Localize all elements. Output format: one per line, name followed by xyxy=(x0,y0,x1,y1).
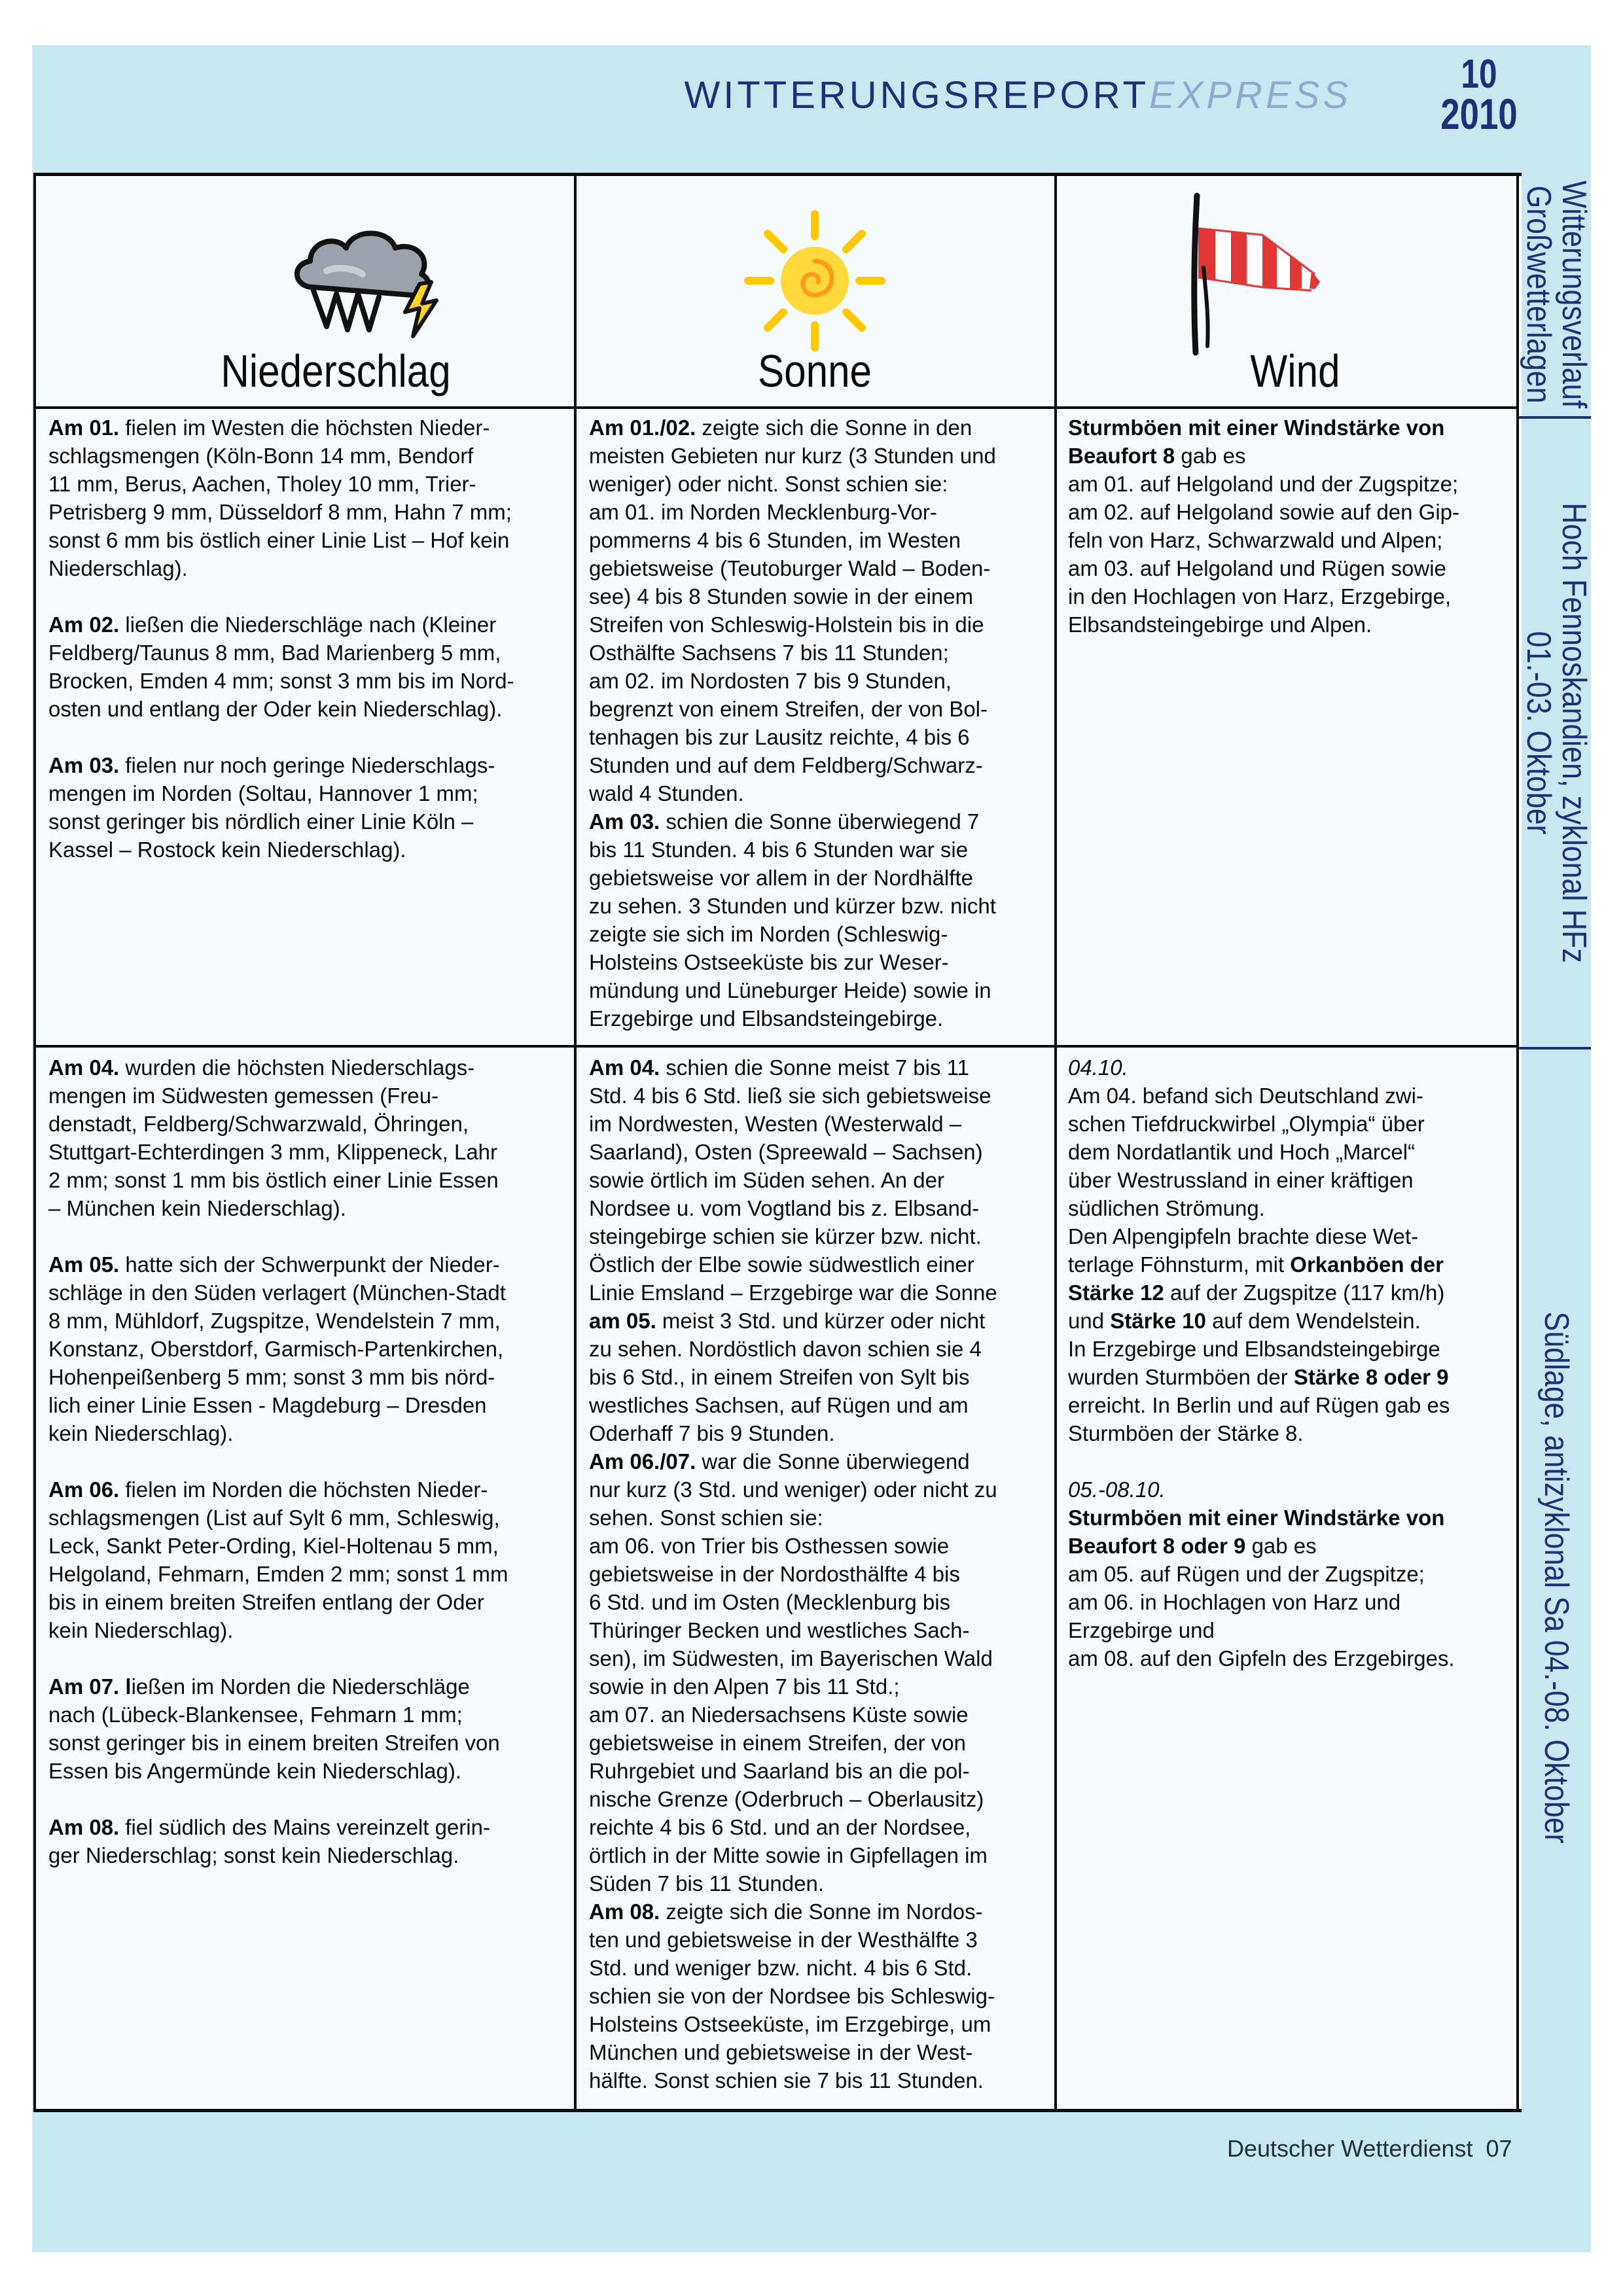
text-line: 2 mm; sonst 1 mm bis östlich einer Linie Essen xyxy=(48,1168,499,1192)
text-line: weniger) oder nicht. Sonst schien sie: xyxy=(589,472,948,496)
text-line: Sturmböen mit einer Windstärke von xyxy=(1068,415,1445,440)
weather-pattern-dates: 01.-03. Oktober xyxy=(1520,631,1558,835)
text-line: Kassel – Rostock kein Niederschlag). xyxy=(48,838,406,862)
text-line: bis in einem breiten Streifen entlang der Oder xyxy=(48,1590,484,1614)
paragraph: Am 06./07. war die Sonne überwiegend xyxy=(589,1449,970,1474)
text-line: sowie örtlich im Süden sehen. An der xyxy=(589,1168,944,1192)
text-line: Elbsandsteingebirge und Alpen. xyxy=(1068,612,1372,637)
text-line: Ruhrgebiet und Saarland bis an die pol- xyxy=(589,1759,970,1783)
text-line: terlage Föhnsturm, mit Orkanböen der xyxy=(1068,1252,1444,1277)
period2-niederschlag-text xyxy=(48,1053,565,1869)
sidebar-grosswetterlage-2 xyxy=(1522,1050,1591,2106)
text-line: und Stärke 10 auf dem Wendelstein. xyxy=(1068,1309,1421,1333)
text-line: im Nordwesten, Westen (Westerwald – xyxy=(589,1112,962,1136)
weather-pattern-label: Südlage, antizyklonal Sa 04.-08. Oktober xyxy=(1537,1311,1575,1844)
text-line: Leck, Sankt Peter-Ording, Kiel-Holtenau 5 mm, xyxy=(48,1534,499,1558)
text-line: schlagsmengen (List auf Sylt 6 mm, Schleswig, xyxy=(48,1506,500,1530)
text-line: nische Grenze (Oderbruch – Oberlausitz) xyxy=(589,1787,984,1811)
paragraph: Am 05. hatte sich der Schwerpunkt der Nieder- xyxy=(48,1252,500,1277)
text-line: Niederschlag). xyxy=(48,556,188,580)
text-line: am 06. in Hochlagen von Harz und xyxy=(1068,1590,1401,1614)
text-line: Östlich der Elbe sowie südwestlich einer xyxy=(589,1252,974,1277)
paragraph: am 05. meist 3 Std. und kürzer oder nicht xyxy=(589,1309,986,1333)
text-line: Beaufort 8 oder 9 gab es xyxy=(1068,1534,1317,1558)
text-line: Linie Emsland – Erzgebirge war die Sonne xyxy=(589,1280,997,1305)
text-line: Thüringer Becken und westliches Sach- xyxy=(589,1618,970,1642)
text-line: Süden 7 bis 11 Stunden. xyxy=(589,1871,825,1896)
paragraph: Am 01./02. zeigte sich die Sonne in den xyxy=(589,415,972,440)
paragraph: Am 08. zeigte sich die Sonne im Nordos- xyxy=(589,1899,983,1924)
paragraph: Am 04. wurden die höchsten Niederschlags- xyxy=(48,1055,475,1080)
text-line: 6 Std. und im Osten (Mecklenburg bis xyxy=(589,1590,951,1614)
text-line: mengen im Norden (Soltau, Hannover 1 mm; xyxy=(48,781,478,805)
page-number: 07 xyxy=(1486,2135,1512,2162)
text-line: örtlich in der Mitte sowie in Gipfellagen im xyxy=(589,1843,988,1867)
text-line: in den Hochlagen von Harz, Erzgebirge, xyxy=(1068,584,1452,609)
text-line: steingebirge schien sie kürzer bzw. nicht. xyxy=(589,1224,982,1248)
text-line: gebietsweise (Teutoburger Wald – Boden- xyxy=(589,556,991,580)
column-divider xyxy=(1516,173,1519,2109)
text-line: am 01. im Norden Mecklenburg-Vor- xyxy=(589,500,937,524)
text-line: Sturmböen mit einer Windstärke von xyxy=(1068,1506,1445,1530)
text-line: bis 6 Std., in einem Streifen von Sylt bis xyxy=(589,1365,970,1389)
text-line: westliches Sachsen, auf Rügen und am xyxy=(589,1393,969,1417)
text-line: Stuttgart-Echterdingen 3 mm, Klippeneck, Lahr xyxy=(48,1140,498,1164)
paragraph: Am 07. ließen im Norden die Niederschläge xyxy=(48,1674,470,1699)
text-line: gebietsweise in der Nordosthälfte 4 bis xyxy=(589,1562,960,1586)
period2-wind-text xyxy=(1068,1053,1513,1672)
text-line: Den Alpengipfeln brachte diese Wet- xyxy=(1068,1224,1419,1248)
text-line: In Erzgebirge und Elbsandsteingebirge xyxy=(1068,1337,1440,1361)
report-title: WITTERUNGSREPORTEXPRESS xyxy=(684,74,1351,116)
text-line: am 07. an Niedersachsens Küste sowie xyxy=(589,1703,969,1727)
paragraph: Am 03. schien die Sonne überwiegend 7 xyxy=(589,809,980,834)
text-line: osten und entlang der Oder kein Niederschlag). xyxy=(48,697,503,721)
text-line: Nordsee u. vom Vogtland bis z. Elbsand- xyxy=(589,1196,980,1220)
sidebar-subtitle: Großwetterlagen xyxy=(1520,185,1558,404)
text-line: bis 11 Stunden. 4 bis 6 Stunden war sie xyxy=(589,838,969,862)
text-line: meisten Gebieten nur kurz (3 Stunden und xyxy=(589,444,996,468)
text-line: zu sehen. Nordöstlich davon schien sie 4 xyxy=(589,1337,982,1361)
text-line: über Westrussland in einer kräftigen xyxy=(1068,1168,1414,1192)
sidebar-title: Witterungsverlauf xyxy=(1555,181,1593,408)
column-title: Wind xyxy=(1250,345,1340,397)
text-line: kein Niederschlag). xyxy=(48,1618,234,1642)
windsock-icon xyxy=(1184,189,1341,359)
text-line: pommerns 4 bis 6 Stunden, im Westen xyxy=(589,528,961,552)
text-line: begrenzt von einem Streifen, der von Bol- xyxy=(589,697,988,721)
text-line: zeigte sie sich im Norden (Schleswig- xyxy=(589,922,948,946)
header-row-divider xyxy=(33,406,1519,409)
text-line: am 03. auf Helgoland und Rügen sowie xyxy=(1068,556,1446,580)
date-label: 05.-08.10. xyxy=(1068,1477,1166,1502)
text-line: Hohenpeißenberg 5 mm; sonst 3 mm bis nörd- xyxy=(48,1365,495,1389)
text-line: Feldberg/Taunus 8 mm, Bad Marienberg 5 mm, xyxy=(48,641,501,665)
text-line: reichte 4 bis 6 Std. und an der Nordsee, xyxy=(589,1815,971,1839)
text-line: sonst geringer bis in einem breiten Streifen von xyxy=(48,1731,500,1755)
text-line: Konstanz, Oberstdorf, Garmisch-Partenkirchen, xyxy=(48,1337,504,1361)
text-line: sehen. Sonst schien sie: xyxy=(589,1506,823,1530)
paragraph: Am 04. schien die Sonne meist 7 bis 11 xyxy=(589,1055,969,1080)
text-line: gebietsweise in einem Streifen, der von xyxy=(589,1731,966,1755)
text-line: schien sie von der Nordsee bis Schleswig- xyxy=(589,1984,995,2008)
column-title: Sonne xyxy=(757,345,872,397)
text-line: Holsteins Ostseeküste, im Erzgebirge, um xyxy=(589,2012,991,2036)
text-line: wurden Sturmböen der Stärke 8 oder 9 xyxy=(1068,1365,1449,1389)
text-line: Brocken, Emden 4 mm; sonst 3 mm bis im Nord- xyxy=(48,669,514,693)
text-line: am 02. auf Helgoland sowie auf den Gip- xyxy=(1068,500,1460,524)
text-line: Sturmböen der Stärke 8. xyxy=(1068,1421,1304,1445)
text-line: Essen bis Angermünde kein Niederschlag). xyxy=(48,1759,462,1783)
text-line: am 06. von Trier bis Osthessen sowie xyxy=(589,1534,950,1558)
column-header-wind xyxy=(1057,176,1533,406)
paragraph: Am 08. fiel südlich des Mains vereinzelt gerin- xyxy=(48,1815,490,1839)
text-line: Streifen von Schleswig-Holstein bis in die xyxy=(589,612,984,637)
text-line: am 05. auf Rügen und der Zugspitze; xyxy=(1068,1562,1425,1586)
text-line: ger Niederschlag; sonst kein Niederschlag. xyxy=(48,1843,459,1867)
period1-wind-text xyxy=(1068,414,1513,639)
date-label: 04.10. xyxy=(1068,1055,1128,1080)
paragraph: Am 06. fielen im Norden die höchsten Nieder- xyxy=(48,1477,488,1502)
text-line: Stunden und auf dem Feldberg/Schwarz- xyxy=(589,753,983,777)
text-line: Holsteins Ostseeküste bis zur Weser- xyxy=(589,950,949,974)
text-line: Petrisberg 9 mm, Düsseldorf 8 mm, Hahn 7 mm; xyxy=(48,500,512,524)
text-line: am 02. im Nordosten 7 bis 9 Stunden, xyxy=(589,669,952,693)
text-line: wald 4 Stunden. xyxy=(589,781,744,805)
text-line: Am 04. befand sich Deutschland zwi- xyxy=(1068,1084,1423,1108)
period1-sonne-text xyxy=(589,414,1050,1033)
text-line: München und gebietsweise in der West- xyxy=(589,2040,973,2064)
text-line: 11 mm, Berus, Aachen, Tholey 10 mm, Trier- xyxy=(48,472,476,496)
text-line: am 01. auf Helgoland und der Zugspitze; xyxy=(1068,472,1459,496)
text-line: tenhagen bis zur Lausitz reichte, 4 bis 6 xyxy=(589,725,970,749)
text-line: mengen im Südwesten gemessen (Freu- xyxy=(48,1084,439,1108)
issue-number: 10 xyxy=(1461,52,1497,97)
text-line: sen), im Südwesten, im Bayerischen Wald xyxy=(589,1646,993,1670)
rain-cloud-lightning-icon xyxy=(274,209,471,340)
text-line: nach (Lübeck-Blankensee, Fehmarn 1 mm; xyxy=(48,1703,463,1727)
text-line: Saarland), Osten (Spreewald – Sachsen) xyxy=(589,1140,983,1164)
text-line: am 08. auf den Gipfeln des Erzgebirges. xyxy=(1068,1646,1455,1670)
text-line: schen Tiefdruckwirbel „Olympia“ über xyxy=(1068,1112,1425,1136)
paragraph: Am 02. ließen die Niederschläge nach (Kleiner xyxy=(48,612,497,637)
weather-pattern-label: Hoch Fennoskandien, zyklonal HFz xyxy=(1555,503,1593,963)
text-line: nur kurz (3 Std. und weniger) oder nicht zu xyxy=(589,1477,997,1502)
text-line: sonst 6 mm bis östlich einer Linie List – Hof kein xyxy=(48,528,510,552)
page-footer xyxy=(1227,2135,1512,2163)
sidebar-witterungsverlauf xyxy=(1522,173,1591,416)
text-line: schläge in den Süden verlagert (München-Stadt xyxy=(48,1280,506,1305)
text-line: Osthälfte Sachsens 7 bis 11 Stunden; xyxy=(589,641,949,665)
sun-icon xyxy=(736,202,893,359)
text-line: südlichen Strömung. xyxy=(1068,1196,1265,1220)
text-line: see) 4 bis 8 Stunden sowie in der einem xyxy=(589,584,974,609)
text-line: Stärke 12 auf der Zugspitze (117 km/h) xyxy=(1068,1280,1445,1305)
text-line: Beaufort 8 gab es xyxy=(1068,444,1246,468)
text-line: dem Nordatlantik und Hoch „Marcel“ xyxy=(1068,1140,1416,1164)
text-line: gebietsweise vor allem in der Nordhälfte xyxy=(589,866,973,890)
text-line: Oderhaff 7 bis 9 Stunden. xyxy=(589,1421,835,1445)
text-line: feln von Harz, Schwarzwald und Alpen; xyxy=(1068,528,1443,552)
text-line: ten und gebietsweise in der Westhälfte 3 xyxy=(589,1928,978,1952)
text-line: Std. und weniger bzw. nicht. 4 bis 6 Std. xyxy=(589,1956,972,1980)
column-header-niederschlag xyxy=(98,176,574,406)
paragraph: Am 01. fielen im Westen die höchsten Nieder- xyxy=(48,415,490,440)
paragraph: Am 03. fielen nur noch geringe Niederschlags- xyxy=(48,753,495,777)
text-line: – München kein Niederschlag). xyxy=(48,1196,346,1220)
text-line: erreicht. In Berlin und auf Rügen gab es xyxy=(1068,1393,1450,1417)
text-line: hälfte. Sonst schien sie 7 bis 11 Stunden. xyxy=(589,2068,984,2093)
text-line: Helgoland, Fehmarn, Emden 2 mm; sonst 1 mm xyxy=(48,1562,508,1586)
text-line: kein Niederschlag). xyxy=(48,1421,234,1445)
column-divider xyxy=(574,173,577,2109)
column-title: Niederschlag xyxy=(221,345,451,397)
publisher-name: Deutscher Wetterdienst xyxy=(1227,2135,1473,2162)
period-divider xyxy=(33,1045,1519,1048)
text-line: denstadt, Feldberg/Schwarzwald, Öhringen, xyxy=(48,1112,469,1136)
column-divider xyxy=(1054,173,1057,2109)
period2-sonne-text xyxy=(589,1053,1050,2094)
text-line: zu sehen. 3 Stunden und kürzer bzw. nicht xyxy=(589,894,996,918)
text-line: mündung und Lüneburger Heide) sowie in xyxy=(589,978,991,1002)
issue-year: 2010 xyxy=(1440,90,1518,138)
text-line: Erzgebirge und xyxy=(1068,1618,1215,1642)
text-line: sonst geringer bis nördlich einer Linie Köln – xyxy=(48,809,474,834)
text-line: Std. 4 bis 6 Std. ließ sie sich gebietsweise xyxy=(589,1084,991,1108)
text-line: lich einer Linie Essen - Magdeburg – Dresden xyxy=(48,1393,487,1417)
text-line: 8 mm, Mühldorf, Zugspitze, Wendelstein 7 mm, xyxy=(48,1309,501,1333)
text-line: sowie in den Alpen 7 bis 11 Std.; xyxy=(589,1674,900,1699)
period1-niederschlag-text xyxy=(48,414,565,864)
sidebar-grosswetterlage-1 xyxy=(1522,419,1591,1047)
text-line: Erzgebirge und Elbsandsteingebirge. xyxy=(589,1006,944,1031)
text-line: schlagsmengen (Köln-Bonn 14 mm, Bendorf xyxy=(48,444,474,468)
column-header-sonne xyxy=(577,176,1053,406)
